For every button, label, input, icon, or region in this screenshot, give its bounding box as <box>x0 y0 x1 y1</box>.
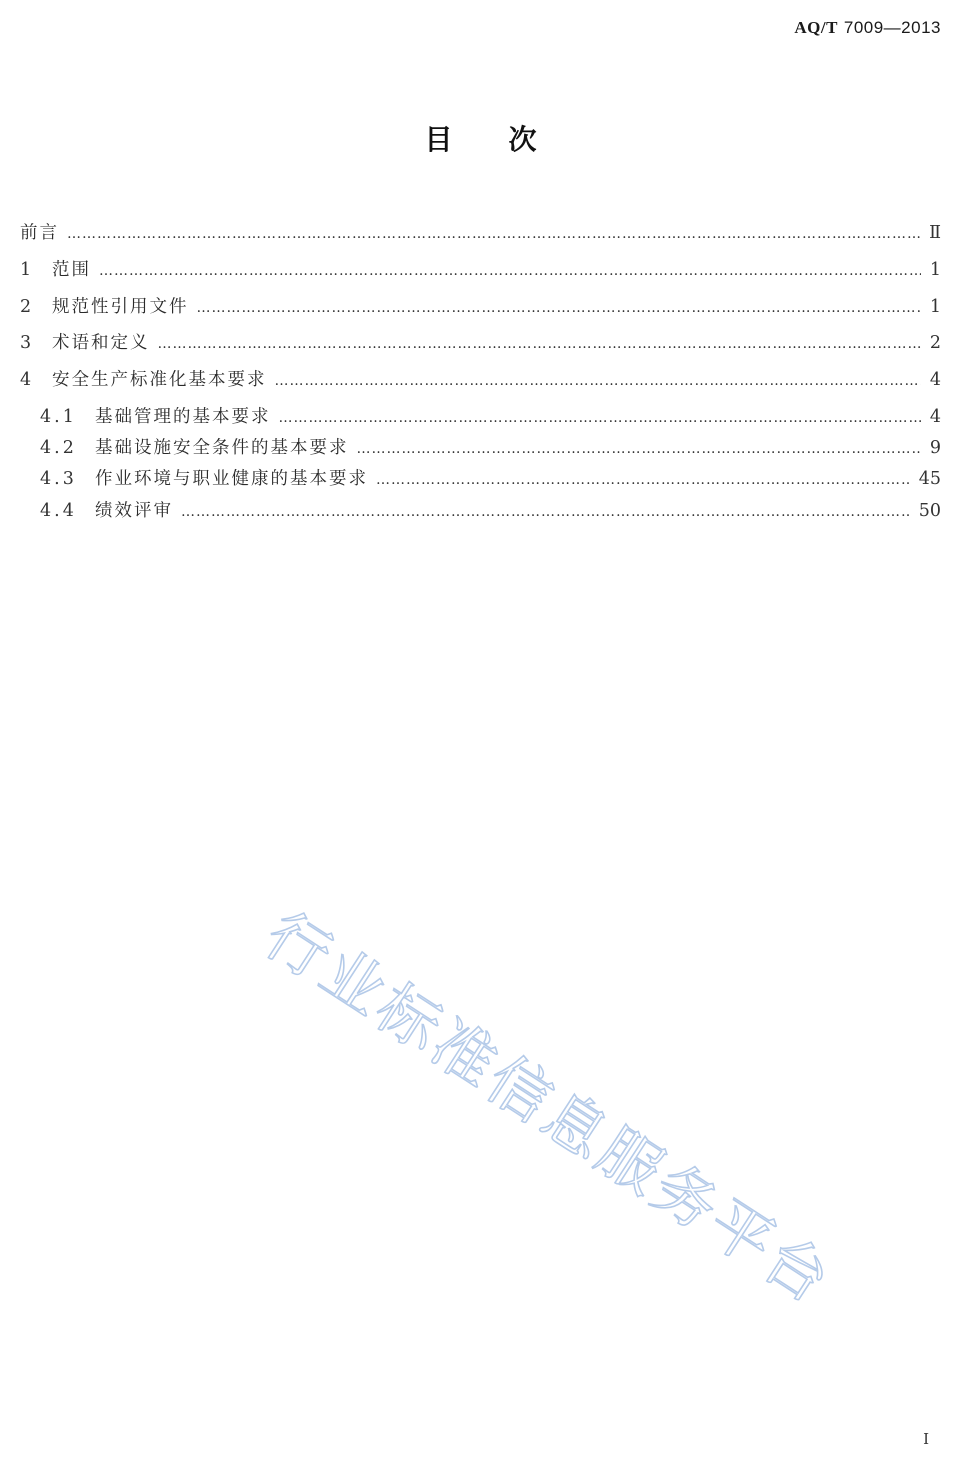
standard-code <box>794 18 941 38</box>
toc-entry-label: 绩效评审 <box>95 500 173 521</box>
toc-entry-label: 基础设施安全条件的基本要求 <box>95 438 349 459</box>
dot-leader <box>357 434 922 464</box>
dot-leader <box>99 256 921 286</box>
toc-entry-terms-definitions[interactable] <box>20 328 941 365</box>
toc-entry-label: 安全生产标准化基本要求 <box>52 370 267 391</box>
toc-entry-label: 规范性引用文件 <box>52 296 189 317</box>
toc-entry-4-3[interactable] <box>20 464 941 495</box>
dot-leader <box>279 403 922 433</box>
toc-entry-4-4[interactable] <box>20 496 941 527</box>
dot-leader <box>158 329 922 359</box>
toc-entry-label: 基础管理的基本要求 <box>95 406 271 427</box>
toc-entry-page: 4 <box>929 406 941 427</box>
standard-number: 7009—2013 <box>843 18 941 37</box>
toc-entry-number: 2 <box>20 296 35 317</box>
toc-entry-number: 4.2 <box>40 438 77 459</box>
watermark: 行业标准信息服务平台 <box>252 898 846 1319</box>
toc-entry-number: 1 <box>20 259 35 280</box>
toc-entry-4-2[interactable] <box>20 433 941 464</box>
toc-entry-page: 1 <box>929 296 941 317</box>
toc-entry-label: 作业环境与职业健康的基本要求 <box>95 469 368 490</box>
toc-entry-number: 3 <box>20 333 35 354</box>
standard-prefix: AQ/T <box>794 18 838 37</box>
dot-leader <box>275 366 922 396</box>
toc-entry-page: 4 <box>929 370 941 391</box>
dot-leader <box>181 497 911 527</box>
toc-entry-basic-requirements[interactable] <box>20 365 941 402</box>
toc-entry-number: 4.4 <box>40 500 77 521</box>
toc-entry-4-1[interactable] <box>20 402 941 433</box>
toc-entry-number: 4 <box>20 370 35 391</box>
toc-entry-page: Ⅱ <box>929 223 941 243</box>
toc-entry-number: 4.3 <box>40 469 77 490</box>
toc-entry-normative-references[interactable] <box>20 292 941 329</box>
toc-entry-page: 2 <box>929 333 941 354</box>
toc-entry-label: 前言 <box>20 223 59 243</box>
toc-entry-page: 1 <box>929 259 941 280</box>
toc-entry-number: 4.1 <box>40 406 77 427</box>
page-title: 目次 <box>424 123 593 156</box>
toc-entry-page: 50 <box>918 500 941 521</box>
toc-entry-label: 范围 <box>52 259 91 280</box>
toc-entry-page: 9 <box>929 438 941 459</box>
table-of-contents <box>20 218 941 527</box>
toc-entry-page: 45 <box>918 469 941 490</box>
page-number: I <box>923 1430 929 1448</box>
toc-entry-scope[interactable] <box>20 255 941 292</box>
toc-entry-foreword[interactable] <box>20 218 941 255</box>
dot-leader <box>197 293 922 323</box>
dot-leader <box>376 465 911 495</box>
toc-entry-label: 术语和定义 <box>52 333 150 354</box>
dot-leader <box>67 219 921 249</box>
